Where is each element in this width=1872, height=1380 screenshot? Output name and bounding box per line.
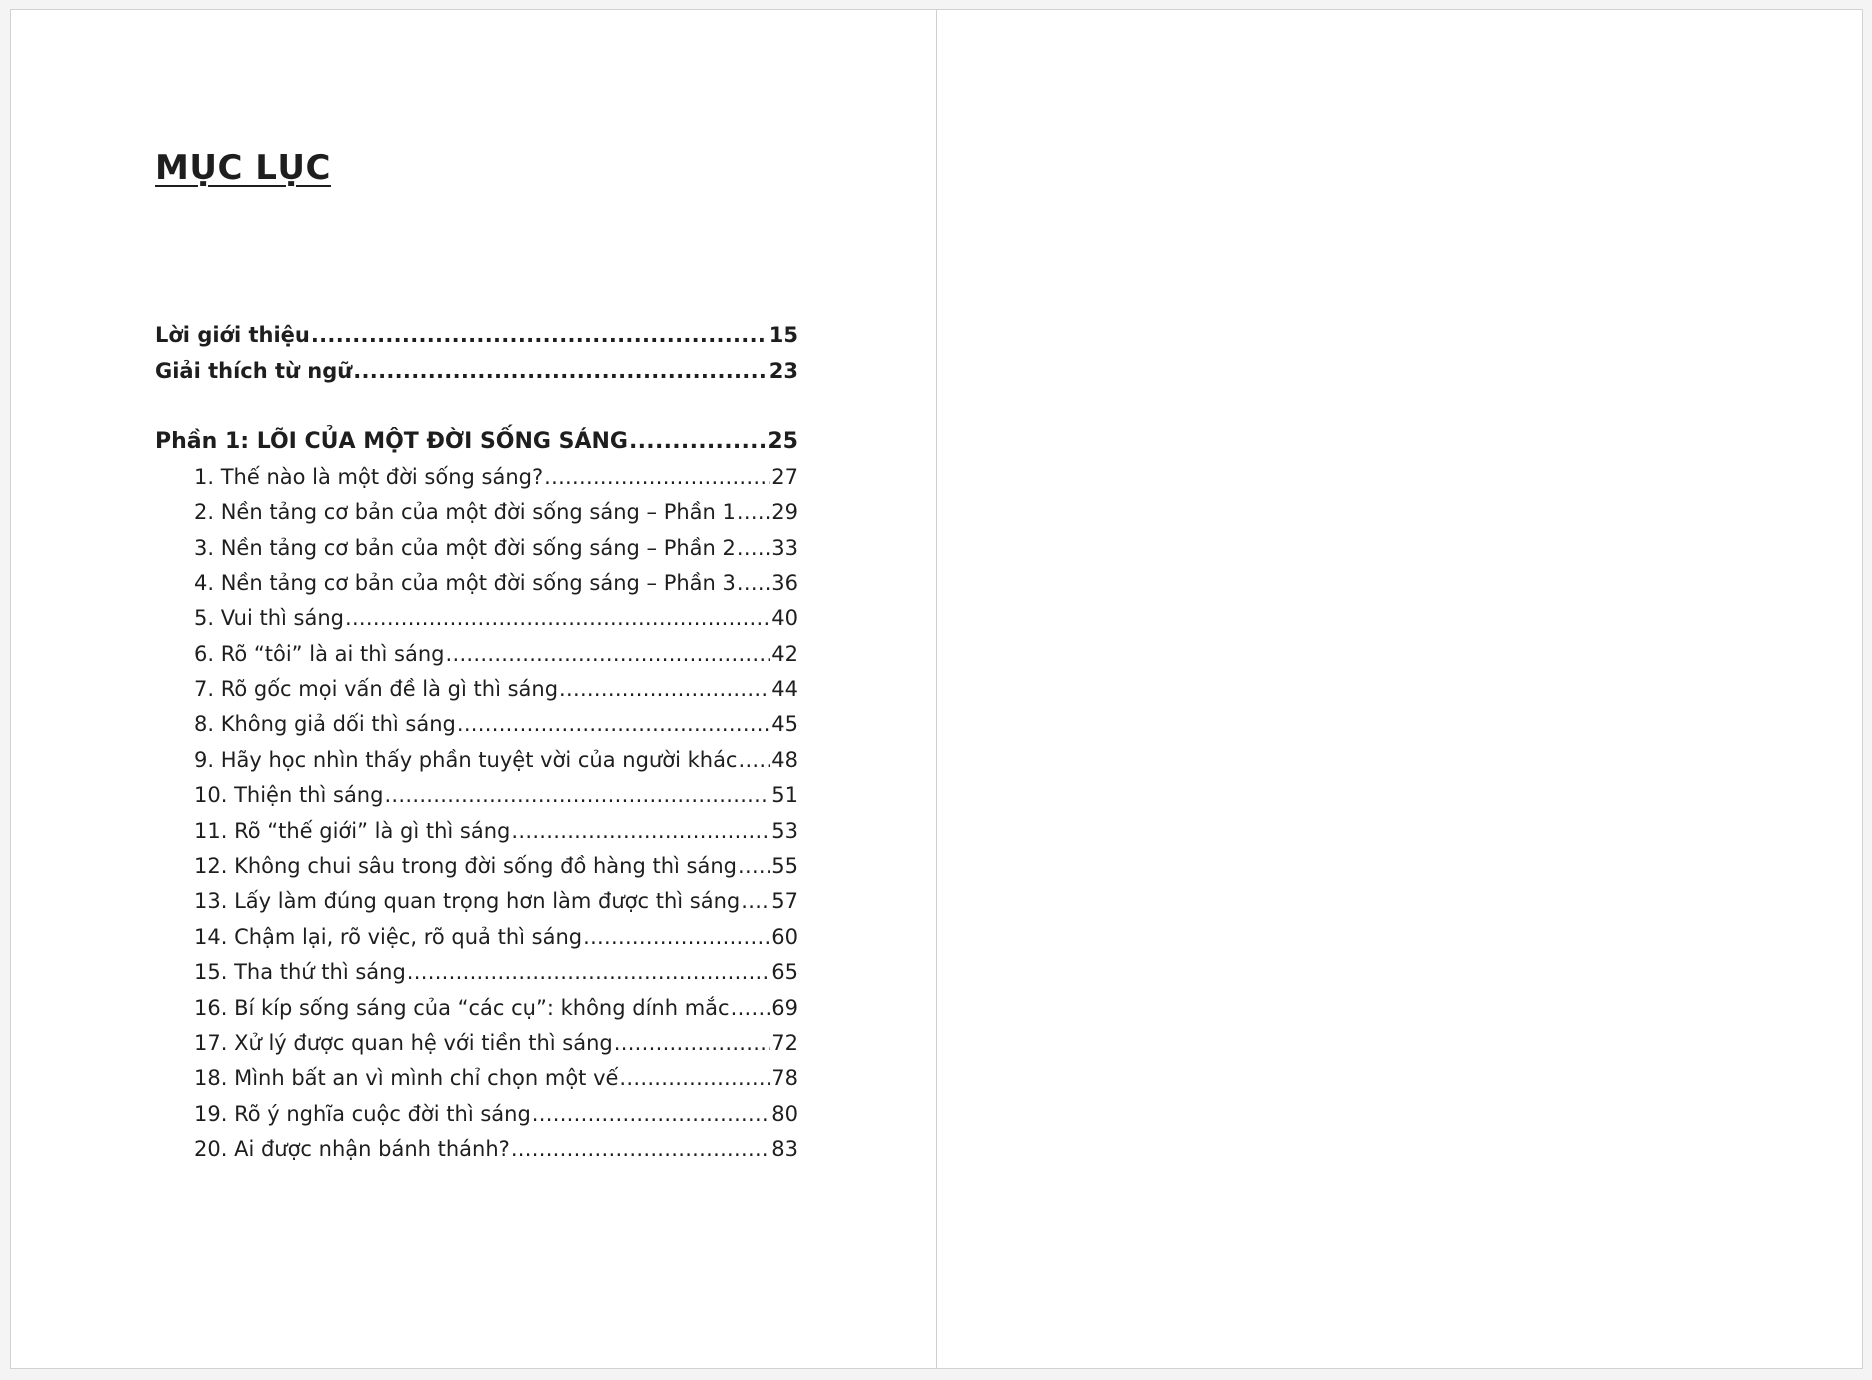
toc-left-column bbox=[155, 318, 798, 1167]
toc-entry bbox=[155, 601, 798, 636]
toc-entry-title: 12. Không chui sâu trong đời sống đồ hàng thì sáng bbox=[194, 854, 737, 879]
dot-leader bbox=[583, 927, 770, 948]
toc-entry-title: 8. Không giả dối thì sáng bbox=[194, 712, 456, 737]
toc-entry bbox=[155, 318, 798, 353]
toc-page-number: 40 bbox=[771, 606, 798, 631]
toc-entry bbox=[155, 637, 798, 672]
dot-leader bbox=[544, 467, 770, 488]
toc-entry bbox=[155, 424, 798, 459]
dot-leader bbox=[619, 1068, 770, 1089]
toc-page-number: 48 bbox=[771, 747, 798, 772]
left-page bbox=[11, 10, 937, 1368]
toc-page-number: 15 bbox=[768, 323, 798, 348]
toc-page-number: 45 bbox=[771, 712, 798, 737]
toc-entry bbox=[155, 530, 798, 565]
dot-leader bbox=[741, 891, 770, 912]
toc-entry bbox=[155, 884, 798, 919]
toc-entry bbox=[155, 707, 798, 742]
toc-entry-title: 17. Xử lý được quan hệ với tiền thì sáng bbox=[194, 1031, 613, 1055]
dot-leader bbox=[345, 608, 770, 629]
dot-leader bbox=[446, 644, 771, 665]
dot-leader bbox=[457, 714, 770, 735]
dot-leader bbox=[559, 679, 770, 700]
toc-entry-title: 14. Chậm lại, rõ việc, rõ quả thì sáng bbox=[194, 924, 583, 949]
toc-page-number: 72 bbox=[771, 1031, 798, 1055]
dot-leader bbox=[511, 821, 770, 842]
toc-entry-title: Giải thích từ ngữ bbox=[155, 358, 353, 383]
dot-leader bbox=[731, 998, 771, 1019]
toc-entry-title: 10. Thiện thì sáng bbox=[194, 783, 384, 808]
dot-leader bbox=[532, 1104, 770, 1125]
section-spacer bbox=[155, 389, 798, 424]
toc-page-number: 57 bbox=[771, 889, 798, 914]
toc-entry bbox=[155, 778, 798, 813]
toc-page-number: 53 bbox=[771, 818, 798, 843]
toc-entry bbox=[155, 1097, 798, 1132]
toc-page-number: 42 bbox=[771, 641, 798, 666]
dot-leader bbox=[353, 361, 768, 382]
toc-page-number: 27 bbox=[771, 464, 798, 489]
toc-page-number: 25 bbox=[767, 428, 798, 454]
dot-leader bbox=[407, 962, 770, 983]
toc-entry bbox=[155, 813, 798, 848]
toc-page-number: 29 bbox=[771, 500, 798, 525]
toc-entry bbox=[155, 849, 798, 884]
toc-entry-title: 6. Rõ “tôi” là ai thì sáng bbox=[194, 641, 445, 666]
page-title: MỤC LỤC bbox=[155, 148, 331, 188]
toc-entry bbox=[155, 353, 798, 388]
toc-entry-title: Lời giới thiệu bbox=[155, 323, 310, 348]
toc-entry-title: 11. Rõ “thế giới” là gì thì sáng bbox=[194, 818, 511, 843]
toc-entry bbox=[155, 566, 798, 601]
toc-page-number: 80 bbox=[771, 1101, 798, 1126]
dot-leader bbox=[614, 1033, 771, 1054]
toc-page-number: 23 bbox=[768, 358, 798, 383]
dot-leader bbox=[737, 573, 770, 594]
toc-entry-title: 1. Thế nào là một đời sống sáng? bbox=[194, 464, 544, 489]
toc-entry-title: 18. Mình bất an vì mình chỉ chọn một vế bbox=[194, 1066, 619, 1091]
toc-entry-title: 4. Nền tảng cơ bản của một đời sống sáng – Phần 3 bbox=[194, 570, 736, 595]
toc-page-number: 69 bbox=[771, 995, 798, 1020]
toc-entry-title: 19. Rõ ý nghĩa cuộc đời thì sáng bbox=[194, 1101, 531, 1126]
toc-page-number: 51 bbox=[771, 783, 798, 808]
toc-entry-title: 16. Bí kíp sống sáng của “các cụ”: không dính mắc bbox=[194, 995, 730, 1020]
toc-entry bbox=[155, 1132, 798, 1167]
toc-entry bbox=[155, 920, 798, 955]
toc-entry bbox=[155, 955, 798, 990]
toc-entry bbox=[155, 1061, 798, 1096]
dot-leader bbox=[737, 502, 770, 523]
dot-leader bbox=[737, 538, 770, 559]
dot-leader bbox=[311, 325, 768, 346]
toc-page-number: 33 bbox=[771, 535, 798, 560]
toc-entry bbox=[155, 1026, 798, 1061]
dot-leader bbox=[738, 750, 770, 771]
toc-entry-title: 20. Ai được nhận bánh thánh? bbox=[194, 1137, 510, 1162]
toc-entry-title: 13. Lấy làm đúng quan trọng hơn làm được thì sáng bbox=[194, 889, 741, 914]
toc-entry bbox=[155, 460, 798, 495]
toc-page-number: 44 bbox=[771, 677, 798, 702]
toc-entry bbox=[155, 495, 798, 530]
toc-entry-title: 2. Nền tảng cơ bản của một đời sống sáng – Phần 1 bbox=[194, 500, 736, 525]
toc-page-number: 36 bbox=[771, 570, 798, 595]
dot-leader bbox=[738, 856, 770, 877]
dot-leader bbox=[511, 1139, 770, 1160]
toc-page-number: 65 bbox=[771, 960, 798, 985]
toc-entry-title: 9. Hãy học nhìn thấy phần tuyệt vời của người khác bbox=[194, 747, 738, 772]
dot-leader bbox=[384, 785, 770, 806]
toc-entry-title: 5. Vui thì sáng bbox=[194, 606, 344, 631]
toc-entry bbox=[155, 672, 798, 707]
toc-entry-title: Phần 1: LÕI CỦA MỘT ĐỜI SỐNG SÁNG bbox=[155, 428, 628, 454]
book-spread bbox=[10, 9, 1863, 1369]
toc-entry-title: 3. Nền tảng cơ bản của một đời sống sáng – Phần 2 bbox=[194, 535, 736, 560]
toc-page-number: 83 bbox=[771, 1137, 798, 1162]
toc-page-number: 60 bbox=[771, 924, 798, 949]
dot-leader bbox=[629, 431, 766, 453]
right-page bbox=[937, 10, 1862, 1368]
toc-entry bbox=[155, 743, 798, 778]
toc-entry-title: 7. Rõ gốc mọi vấn đề là gì thì sáng bbox=[194, 677, 559, 702]
toc-page-number: 55 bbox=[771, 854, 798, 879]
toc-entry bbox=[155, 990, 798, 1025]
toc-page-number: 78 bbox=[771, 1066, 798, 1091]
toc-entry-title: 15. Tha thứ thì sáng bbox=[194, 960, 406, 985]
